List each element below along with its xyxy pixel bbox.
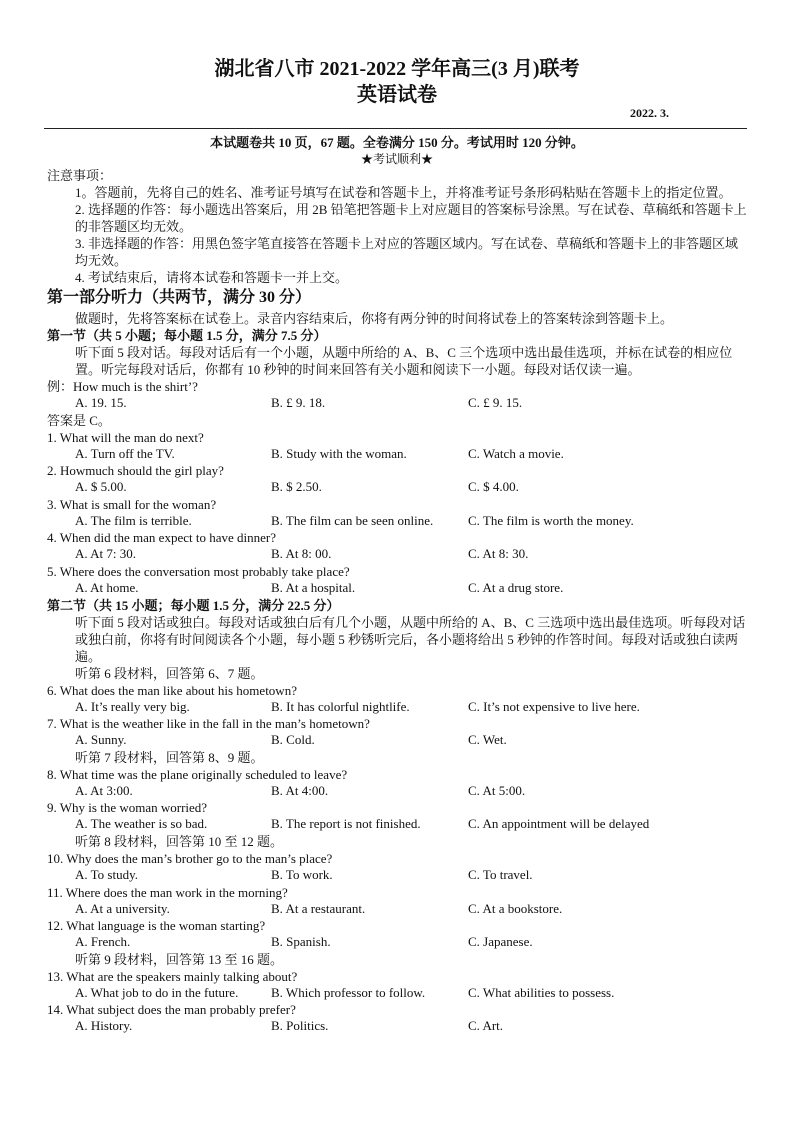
note-item: 1。答题前，先将自己的姓名、准考证号填写在试卷和答题卡上，并将准考证号条形码粘贴在答题卡上的指定位置。 (75, 185, 732, 200)
question: 9. Why is the woman worried? (47, 800, 208, 816)
question: 3. What is small for the woman? (47, 496, 217, 512)
option-c: C. Art. (468, 1018, 504, 1034)
exam-subject-title: 英语试卷 (357, 84, 437, 106)
option-b: B. At 8: 00. (271, 546, 332, 562)
question-options (47, 934, 747, 951)
question: 7. What is the weather like in the fall in the man’s hometown? (47, 716, 370, 732)
option-c: C. £ 9. 15. (468, 395, 523, 410)
option-b: B. It has colorful nightlife. (271, 698, 410, 714)
question-options (47, 699, 747, 716)
option-a: A. At a university. (75, 900, 170, 916)
option-b: B. At a hospital. (271, 579, 356, 595)
section2-heading: 第二节（共 15 小题；每小题 1.5 分，满分 22.5 分） (47, 597, 340, 613)
question-options (47, 985, 747, 1002)
notes-label: 注意事项： (47, 168, 113, 183)
note-item: 4. 考试结束后，请将本试卷和答题卡一并上交。 (75, 270, 349, 285)
exam-summary: 本试题卷共 10 页，67 题。全卷满分 150 分。考试用时 120 分钟。 (210, 135, 584, 150)
option-a: A. The film is terrible. (75, 512, 192, 528)
option-b: B. Which professor to follow. (271, 984, 426, 1000)
group-label: 听第 9 段材料，回答第 13 至 16 题。 (75, 951, 284, 967)
option-a: A. At 7: 30. (75, 546, 137, 562)
question-options (47, 732, 747, 749)
option-b: B. Study with the woman. (271, 445, 407, 461)
group-label: 听第 6 段材料，回答第 6、7 题。 (75, 665, 264, 681)
question: 14. What subject does the man probably prefer? (47, 1002, 296, 1018)
header-divider (44, 128, 747, 129)
section1-heading: 第一节（共 5 小题；每小题 1.5 分，满分 7.5 分） (47, 328, 327, 343)
option-b: B. $ 2.50. (271, 479, 322, 495)
option-a: A. History. (75, 1018, 133, 1034)
option-c: C. At a bookstore. (468, 900, 563, 916)
option-b: B. Politics. (271, 1018, 329, 1034)
option-c: C. $ 4.00. (468, 479, 519, 495)
question-options (47, 901, 747, 918)
option-a: A. To study. (75, 866, 139, 882)
question: 1. What will the man do next? (47, 429, 204, 445)
option-b: B. At 4:00. (271, 782, 329, 798)
option-c: C. At 5:00. (468, 782, 526, 798)
option-b: B. £ 9. 18. (271, 395, 326, 410)
option-c: C. To travel. (468, 866, 533, 882)
part1-heading: 第一部分听力（共两节，满分 30 分） (47, 289, 312, 306)
option-a: A. The weather is so bad. (75, 816, 208, 832)
exam-title: 湖北省八市 2021-2022 学年高三(3 月)联考 (214, 58, 580, 80)
question: 6. What does the man like about his hometown? (47, 682, 297, 698)
part1-intro: 做题时，先将答案标在试卷上。录音内容结束后，你将有两分钟的时间将试卷上的答案转涂到答题卡上。 (75, 311, 674, 326)
option-c: C. An appointment will be delayed (468, 816, 650, 832)
option-a: A. Sunny. (75, 732, 127, 748)
option-c: C. The film is worth the money. (468, 512, 634, 528)
group-label: 听第 8 段材料，回答第 10 至 12 题。 (75, 833, 284, 849)
question-options (47, 546, 747, 563)
question-options (47, 783, 747, 800)
option-b: B. Cold. (271, 732, 315, 748)
question-options (47, 479, 747, 496)
example-question: 例：How much is the shirt’? (47, 379, 198, 394)
question: 10. Why does the man’s brother go to the man’s place? (47, 850, 333, 866)
question: 8. What time was the plane originally scheduled to leave? (47, 766, 348, 782)
question-options (47, 580, 747, 597)
option-c: C. At a drug store. (468, 579, 564, 595)
section2-instructions: 听下面 5 段对话或独白。每段对话或独白后有几个小题，从题中所给的 A、B、C 三选项中选出最佳选项。听每段对话或独白前，你将有时间阅读各个小题，每小题 5 秒锈听完后，各小题将给出 5 秒钟的作答时间。每段对话或独白读两遍。 (75, 614, 746, 664)
option-b: B. The report is not finished. (271, 816, 421, 832)
option-b: B. To work. (271, 866, 333, 882)
section1-instructions: 听下面 5 段对话。每段对话后有一个小题，从题中所给的 A、B、C 三个选项中选出最佳选项，并标在试卷的相应位置。听完每段对话后，你都有 10 秒钟的时间来回答有关小题和阅读下一小题。每段对话仅读一遍。 (75, 345, 733, 377)
option-b: B. Spanish. (271, 934, 331, 950)
section1-questions (47, 429, 747, 597)
good-luck-note: ★考试顺利★ (360, 152, 433, 166)
option-c: C. It’s not expensive to live here. (468, 698, 640, 714)
question: 13. What are the speakers mainly talking about? (47, 968, 298, 984)
option-a: A. $ 5.00. (75, 479, 127, 495)
option-a: A. 19. 15. (75, 395, 127, 410)
option-a: A. At home. (75, 579, 139, 595)
option-c: C. Wet. (468, 732, 507, 748)
question-options (47, 1018, 747, 1035)
option-a: A. What job to do in the future. (75, 984, 239, 1000)
option-a: A. French. (75, 934, 131, 950)
question: 2. Howmuch should the girl play? (47, 463, 224, 479)
option-a: A. At 3:00. (75, 782, 133, 798)
question: 5. Where does the conversation most probably take place? (47, 563, 350, 579)
note-item: 3. 非选择题的作答：用黑色签字笔直接答在答题卡上对应的答题区域内。写在试卷、草稿纸和答题卡上的非答题区域均无效。 (75, 236, 739, 268)
option-b: B. At a restaurant. (271, 900, 366, 916)
option-a: A. Turn off the TV. (75, 445, 175, 461)
example-options (47, 395, 747, 412)
question-options (47, 867, 747, 884)
option-c: C. What abilities to possess. (468, 984, 615, 1000)
option-c: C. Watch a movie. (468, 445, 564, 461)
question-options (47, 446, 747, 463)
exam-content (47, 167, 747, 1035)
question: 12. What language is the woman starting? (47, 918, 266, 934)
option-a: A. It’s really very big. (75, 698, 190, 714)
option-c: C. Japanese. (468, 934, 533, 950)
exam-date: 2022. 3. (630, 106, 669, 120)
option-b: B. The film can be seen online. (271, 512, 434, 528)
question-options (47, 816, 747, 833)
question: 4. When did the man expect to have dinner? (47, 530, 276, 546)
question: 11. Where does the man work in the morning? (47, 884, 288, 900)
example-answer: 答案是 C。 (47, 412, 111, 428)
question-options (47, 513, 747, 530)
group-label: 听第 7 段材料，回答第 8、9 题。 (75, 749, 264, 765)
note-item: 2. 选择题的作答：每小题选出答案后，用 2B 铅笔把答题卡上对应题目的答案标号涂黑。写在试卷、草稿纸和答题卡上的非答题区均无效。 (75, 202, 747, 234)
option-c: C. At 8: 30. (468, 546, 529, 562)
